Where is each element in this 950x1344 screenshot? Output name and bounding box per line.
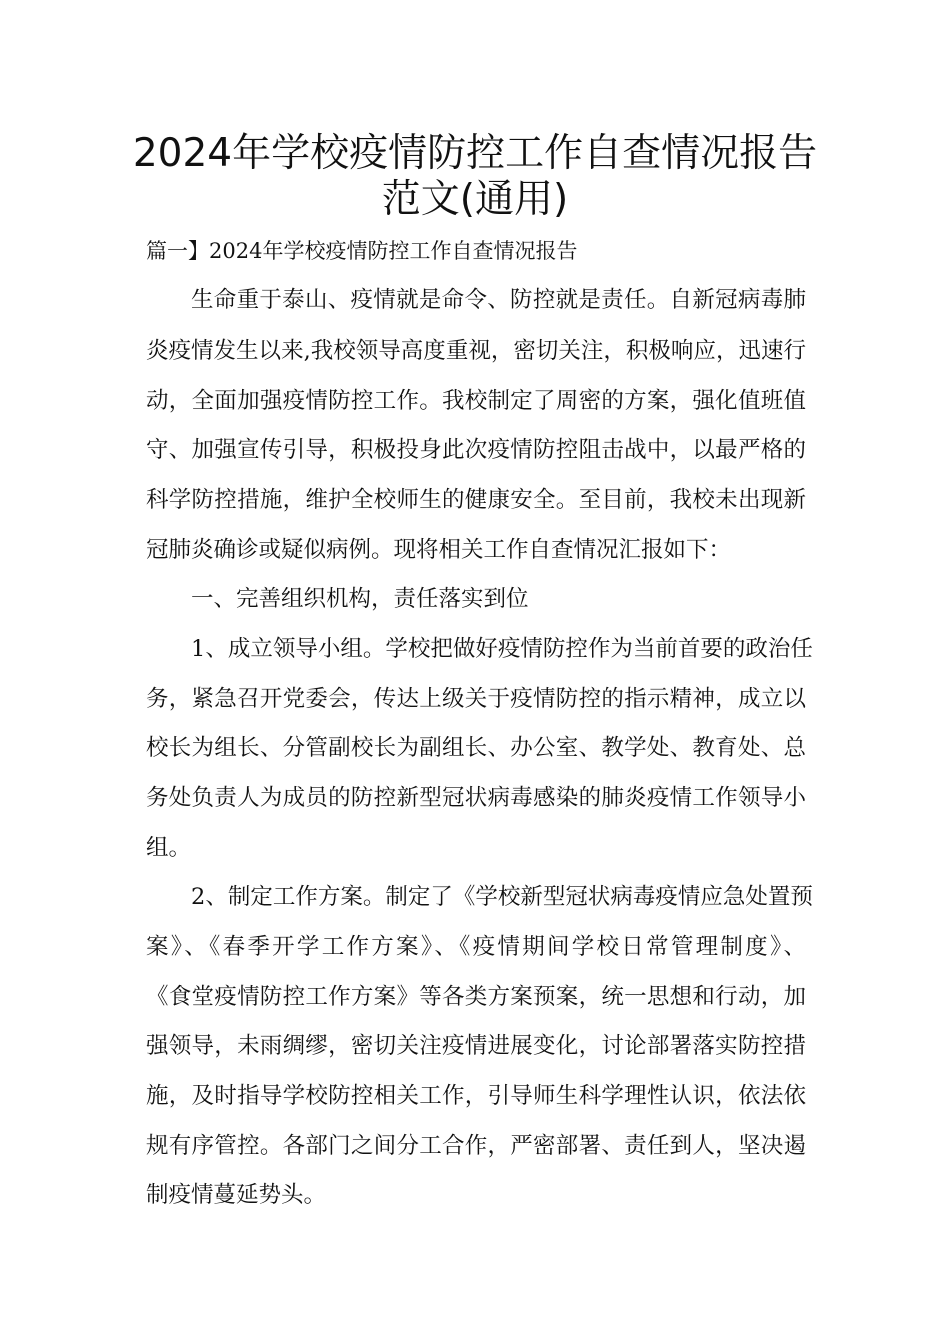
document-title-line-2: 范文(通用) [381, 177, 569, 222]
paragraph-line: 科学防控措施，维护全校师生的健康安全。至目前，我校未出现新 [146, 487, 806, 513]
paragraph-line: 2、制定工作方案。制定了《学校新型冠状病毒疫情应急处置预 [191, 884, 813, 910]
paragraph-line: 炎疫情发生以来,我校领导高度重视，密切关注，积极响应，迅速行 [146, 338, 806, 364]
paragraph-line: 案》、《春季开学工作方案》、《疫情期间学校日常管理制度》、 [146, 934, 806, 960]
paragraph-line: 规有序管控。各部门之间分工合作，严密部署、责任到人，坚决遏 [146, 1133, 806, 1159]
paragraph-line: 务处负责人为成员的防控新型冠状病毒感染的肺炎疫情工作领导小 [146, 785, 806, 811]
paragraph-line: 《食堂疫情防控工作方案》等各类方案预案，统一思想和行动，加 [146, 984, 806, 1010]
section-heading: 篇一】2024年学校疫情防控工作自查情况报告 [146, 239, 578, 263]
paragraph-line: 守、加强宣传引导，积极投身此次疫情防控阻击战中，以最严格的 [146, 437, 806, 463]
paragraph-line: 强领导，未雨绸缪，密切关注疫情进展变化，讨论部署落实防控措 [146, 1033, 806, 1059]
paragraph-line: 务，紧急召开党委会，传达上级关于疫情防控的指示精神，成立以 [146, 686, 806, 712]
paragraph-line: 组。 [146, 835, 192, 861]
paragraph-line: 制疫情蔓延势头。 [146, 1182, 327, 1208]
paragraph-line: 施，及时指导学校防控相关工作，引导师生科学理性认识，依法依 [146, 1083, 806, 1109]
paragraph-line: 冠肺炎确诊或疑似病例。现将相关工作自查情况汇报如下： [146, 537, 732, 563]
paragraph-line: 生命重于泰山、疫情就是命令、防控就是责任。自新冠病毒肺 [191, 287, 806, 313]
document-title-line-1: 2024年学校疫情防控工作自查情况报告 [132, 131, 818, 176]
paragraph-line: 动，全面加强疫情防控工作。我校制定了周密的方案，强化值班值 [146, 388, 806, 414]
paragraph-line: 校长为组长、分管副校长为副组长、办公室、教学处、教育处、总 [146, 735, 806, 761]
paragraph-line: 1、成立领导小组。学校把做好疫情防控作为当前首要的政治任 [191, 636, 813, 662]
subsection-heading: 一、完善组织机构，责任落实到位 [191, 586, 529, 612]
